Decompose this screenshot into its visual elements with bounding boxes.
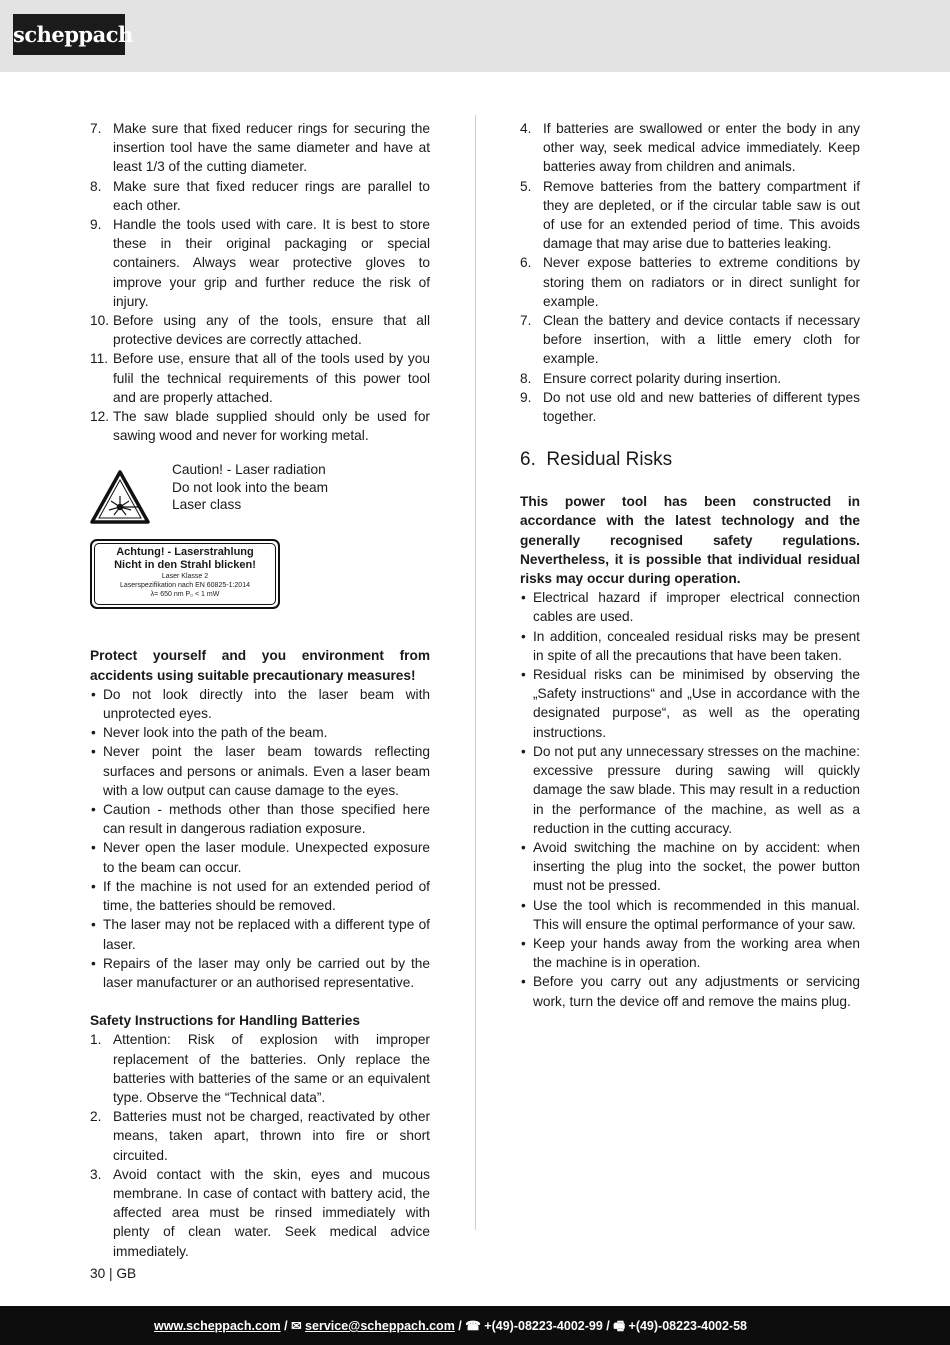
item-text: In addition, concealed residual risks may be present in spite of all the precautions that have been taken. [533, 628, 860, 663]
battery-list-continued [520, 119, 860, 426]
item-number: 2. [90, 1109, 102, 1125]
residual-risks-intro: This power tool has been constructed in accordance with the latest technology and the generally recognised safety regulations. Nevertheless, it is possible that individual residual risks may occur during operation. [520, 494, 860, 587]
website-link[interactable]: www.scheppach.com [154, 1319, 281, 1333]
laser-warning-block [90, 461, 430, 611]
list-item: • Do not look directly into the laser beam with unprotected eyes. [91, 686, 430, 722]
page-footer [0, 1306, 950, 1345]
item-text: Residual risks can be minimised by observing the „Safety instructions“ and „Use in accordance with the designated purpose“, as well as the operating instructions. [533, 667, 860, 740]
section-title [520, 448, 860, 472]
item-text: If the machine is not used for an extended period of time, the batteries should be removed. [103, 878, 430, 914]
left-column [90, 119, 430, 1261]
phone-number: +(49)-08223-4002-99 [484, 1319, 603, 1333]
item-number: 4. [520, 121, 532, 136]
residual-risks-list [520, 588, 860, 1010]
item-text: Keep your hands away from the working area when the machine is in operation. [533, 935, 860, 971]
item-text: Never point the laser beam towards reflecting surfaces and persons or animals. Even a laser beam with a low output can cause damage to the eyes. [103, 744, 430, 798]
battery-heading: Safety Instructions for Handling Batteries [90, 1013, 360, 1029]
item-text: Do not put any unnecessary stresses on the machine: excessive pressure during sawing will quickly damage the saw blade. This may result in a reduction in the performance of the machine, as well as a reduction in the cutting accuracy. [533, 743, 860, 836]
item-text: Electrical hazard if improper electrical connection cables are used. [533, 590, 860, 625]
list-item: • Do not put any unnecessary stresses on the machine: excessive pressure during sawing will quickly damage the saw blade. This may result in a reduction in the performance of the machine, as well as a reduction in the cutting accuracy. [521, 743, 860, 836]
list-item: • The laser may not be replaced with a different type of laser. [91, 917, 430, 952]
phone-icon: ☎ [465, 1319, 481, 1333]
item-text: The laser may not be replaced with a different type of laser. [103, 917, 430, 952]
laser-precaution-list [90, 685, 430, 992]
footer-contact: www.scheppach.com / ✉ service@scheppach.com / ☎ +(49)-08223-4002-99 / 🖷 +(49)-08223-4002-58 [154, 1319, 748, 1333]
item-number: 6. [520, 255, 532, 271]
item-number: 8. [520, 370, 532, 386]
item-number: 9. [520, 389, 532, 405]
item-text: Never look into the path of the beam. [103, 725, 328, 741]
item-text: Batteries must not be charged, reactivated by other means, taken apart, thrown into fire or short circuited. [113, 1109, 430, 1163]
section-number: 6. [520, 449, 536, 471]
scheppach-logo: scheppach [13, 14, 125, 55]
item-text: Before use, ensure that all of the tools used by you fulil the technical requirements of this power tool and are properly attached. [113, 351, 430, 405]
item-text: Make sure that fixed reducer rings are parallel to each other. [113, 178, 430, 213]
item-text: Do not use old and new batteries of different types together. [543, 389, 860, 425]
label-line: λ= 650 nm P₀ < 1 mW [150, 591, 220, 599]
laser-class-label [90, 539, 280, 609]
item-text: Handle the tools used with care. It is best to store these in their original packaging or special containers. Always wear protective gloves to improve your grip and further reduce the risk of injury. [113, 217, 430, 309]
list-item: • Electrical hazard if improper electrical connection cables are used. [521, 590, 860, 625]
item-number: 7. [90, 121, 102, 136]
item-text: Use the tool which is recommended in this manual. This will ensure the optimal performance of your saw. [533, 897, 860, 932]
list-item [520, 253, 860, 311]
list-item [90, 215, 430, 311]
item-text: Never open the laser module. Unexpected exposure to the beam can occur. [103, 840, 430, 875]
item-text: Ensure correct polarity during insertion. [543, 370, 782, 386]
item-text: Caution - methods other than those specified here can result in dangerous radiation exposure. [103, 802, 430, 837]
item-text: Avoid contact with the skin, eyes and mucous membrane. In case of contact with battery acid, the affected area must be rinsed immediately with plenty of clean water. Seek medical advice immediately. [113, 1166, 430, 1259]
label-line: Nicht in den Strahl blicken! [114, 559, 256, 572]
list-item: • Never look into the path of the beam. [91, 725, 328, 741]
list-item [520, 119, 860, 177]
item-number: 9. [90, 217, 102, 233]
section-title-text: Residual Risks [546, 449, 673, 471]
email-icon: ✉ [291, 1319, 302, 1333]
label-line: Laserspezifikation nach EN 60825-1:2014 [120, 582, 250, 590]
item-text: The saw blade supplied should only be used for sawing wood and never for working metal. [113, 409, 430, 444]
item-number: 8. [90, 178, 102, 194]
item-text: Make sure that fixed reducer rings for securing the insertion tool have the same diameter and have at least 1/3 of the cutting diameter. [113, 121, 430, 175]
language-code: GB [116, 1266, 137, 1281]
list-item: • Repairs of the laser may only be carried out by the laser manufacturer or an authorised representative. [91, 955, 430, 990]
item-text: Do not look directly into the laser beam with unprotected eyes. [103, 686, 430, 722]
page-header [0, 0, 950, 72]
list-item [90, 349, 430, 407]
list-item [520, 177, 860, 254]
list-item [520, 369, 860, 388]
item-number: 10. [90, 313, 110, 329]
list-item: • If the machine is not used for an extended period of time, the batteries should be removed. [91, 878, 430, 914]
fax-number: +(49)-08223-4002-58 [628, 1319, 748, 1333]
list-item: • Caution - methods other than those specified here can result in dangerous radiation exposure. [91, 802, 430, 837]
laser-warning-icon [90, 470, 150, 524]
label-line: Laser Klasse 2 [161, 573, 209, 581]
item-text: Before using any of the tools, ensure that all protective devices are correctly attached. [113, 313, 430, 348]
list-item [90, 1165, 430, 1261]
fax-icon: 🖷 [613, 1319, 626, 1333]
item-text: Never expose batteries to extreme conditions by storing them on radiators or in direct sunlight for example. [543, 255, 860, 309]
item-text: If batteries are swallowed or enter the body in any other way, seek medical advice immediately. Keep batteries away from children and animals. [543, 121, 860, 175]
item-number: 5. [520, 178, 532, 194]
item-number: 12. [90, 409, 110, 425]
page-number: 30 | GB [90, 1266, 137, 1281]
item-text: Repairs of the laser may only be carried out by the laser manufacturer or an authorised representative. [103, 955, 430, 990]
protect-heading: Protect yourself and you environment from accidents using suitable precautionary measures! [90, 648, 430, 683]
right-column [520, 119, 860, 1011]
item-text: Attention: Risk of explosion with improper replacement of the batteries. Only replace the batteries with batteries of the same or an equivalent type. Observe the “Technical data”. [113, 1032, 430, 1105]
item-text: Clean the battery and device contacts if necessary before insertion, with a little emery cloth for example. [543, 313, 860, 367]
column-divider [475, 115, 476, 1230]
list-item: • Use the tool which is recommended in this manual. This will ensure the optimal performance of your saw. [521, 897, 860, 932]
list-item: • Before you carry out any adjustments or servicing work, turn the device off and remove the mains plug. [521, 974, 860, 1009]
list-item: • Never open the laser module. Unexpected exposure to the beam can occur. [91, 840, 430, 875]
laser-caution-line: Laser class [172, 497, 242, 513]
item-text: Remove batteries from the battery compartment if they are depleted, or if the circular table saw is out of use for an extended period of time. This avoids damage that may arise due to batteries leaking. [543, 178, 860, 252]
list-item [90, 407, 430, 445]
laser-caution-line: Do not look into the beam [172, 479, 328, 495]
item-text: Before you carry out any adjustments or servicing work, turn the device off and remove the mains plug. [533, 974, 860, 1009]
list-item: • Residual risks can be minimised by observing the „Safety instructions“ and „Use in accordance with the designated purpose“, as well as the operating instructions. [521, 667, 860, 740]
page-number-value: 30 [90, 1266, 106, 1281]
list-item [90, 311, 430, 349]
list-item [520, 388, 860, 426]
list-item: • In addition, concealed residual risks may be present in spite of all the precautions that have been taken. [521, 628, 860, 663]
item-number: 3. [90, 1166, 102, 1182]
tool-safety-list [90, 119, 430, 445]
item-number: 7. [520, 313, 532, 329]
email-link[interactable]: service@scheppach.com [305, 1319, 455, 1333]
list-item [90, 1030, 430, 1107]
laser-caution-line: Caution! - Laser radiation [172, 462, 326, 478]
list-item [90, 1107, 430, 1165]
label-line: Achtung! - Laserstrahlung [116, 546, 254, 559]
list-item [90, 119, 430, 177]
laser-caution-text [172, 461, 328, 514]
battery-list [90, 1030, 430, 1260]
list-item: • Never point the laser beam towards reflecting surfaces and persons or animals. Even a laser beam with a low output can cause damage to the eyes. [91, 744, 430, 798]
item-number: 11. [90, 351, 109, 367]
item-text: Avoid switching the machine on by accident: when inserting the plug into the socket, the power button must not be pressed. [533, 839, 860, 894]
list-item: • Avoid switching the machine on by accident: when inserting the plug into the socket, the power button must not be pressed. [521, 839, 860, 894]
list-item: • Keep your hands away from the working area when the machine is in operation. [521, 935, 860, 971]
item-number: 1. [90, 1032, 102, 1048]
list-item [90, 177, 430, 215]
list-item [520, 311, 860, 369]
